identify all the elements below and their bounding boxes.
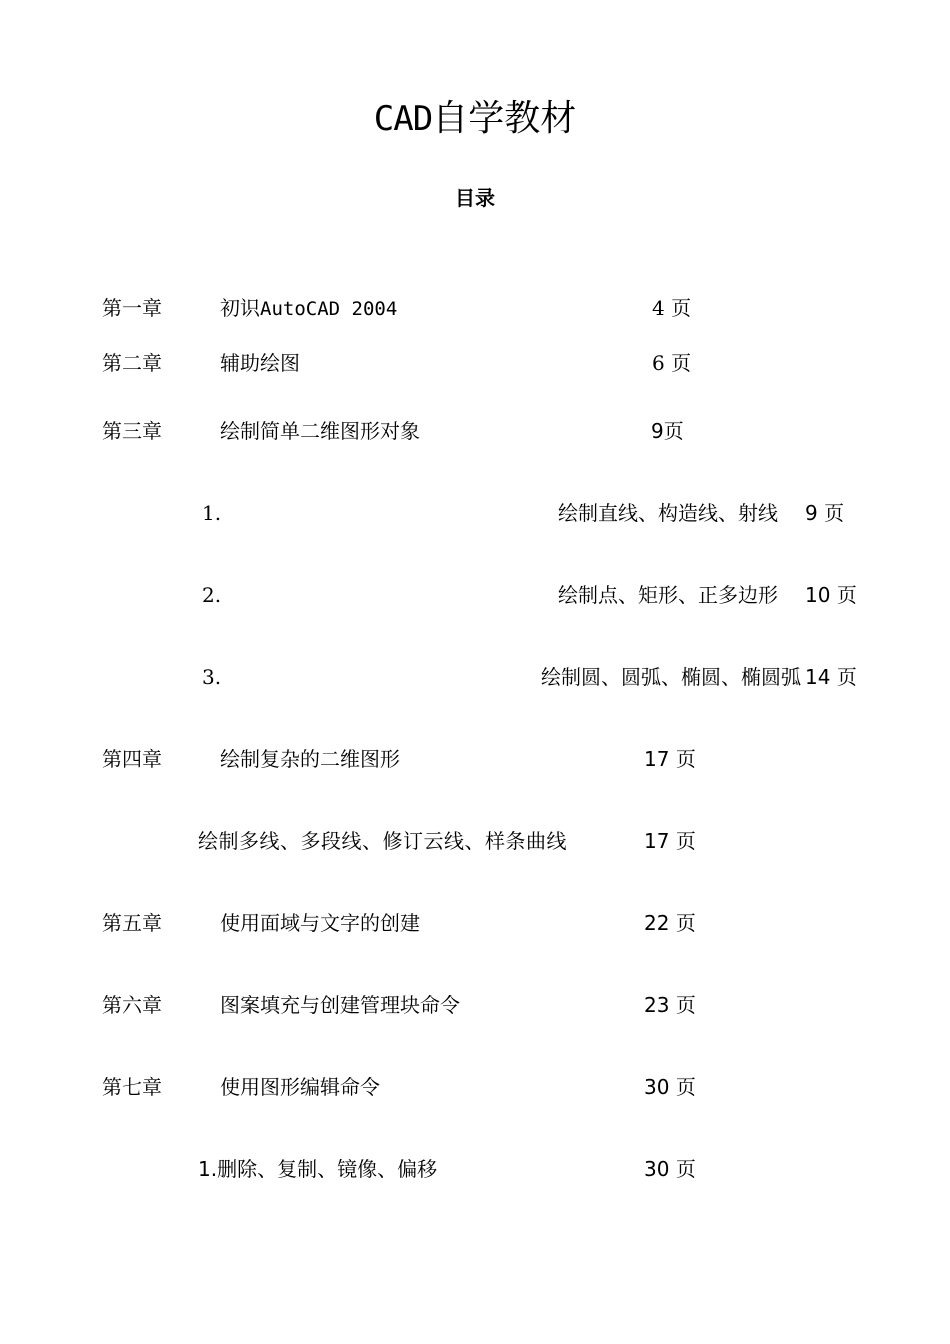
toc-entry-title-prefix: 初识 (220, 296, 260, 320)
toc-page-number: 9 (651, 419, 664, 443)
toc-page-unit: 页 (675, 829, 696, 853)
toc-page-number: 9 (805, 501, 818, 525)
toc-entry-title: 使用面域与文字的创建 (220, 911, 420, 935)
toc-entry-title-product: AutoCAD 2004 (260, 298, 398, 320)
toc-page-ref (652, 298, 691, 318)
toc-item-number: 1. (202, 501, 222, 525)
toc-entry-title: 图案填充与创建管理块命令 (220, 993, 460, 1017)
toc-entry-title: 绘制多线、多段线、修订云线、样条曲线 (198, 829, 567, 853)
toc-entry-title (198, 1159, 437, 1180)
toc-chapter-label: 第五章 (102, 911, 162, 935)
toc-page-number: 23 (644, 993, 670, 1017)
toc-page-ref (644, 913, 696, 933)
toc-entry-title: 绘制直线、构造线、射线 (558, 501, 778, 525)
toc-entry-title: 使用图形编辑命令 (220, 1075, 380, 1099)
toc-entry-title: 绘制复杂的二维图形 (220, 747, 400, 771)
toc-page-ref (644, 1077, 696, 1097)
title-latin: CAD (373, 99, 433, 139)
toc-page-unit: 页 (836, 583, 857, 607)
toc-page-ref (644, 749, 696, 769)
toc-page-number: 17 (644, 829, 670, 853)
toc-page-unit: 页 (671, 351, 692, 375)
toc-page-number: 6 (652, 351, 665, 375)
toc-item-number: 2. (202, 583, 222, 607)
toc-entry-title: 绘制圆、圆弧、椭圆、椭圆弧 (541, 665, 801, 689)
toc-entry-title: 辅助绘图 (220, 351, 300, 375)
toc-page-unit: 页 (824, 501, 845, 525)
toc-page-number: 4 (652, 296, 665, 320)
toc-chapter-label: 第七章 (102, 1075, 162, 1099)
toc-page-unit: 页 (675, 993, 696, 1017)
toc-page-ref (805, 585, 857, 605)
toc-page-ref (805, 503, 844, 523)
toc-page-ref (652, 353, 691, 373)
toc-page-unit: 页 (675, 911, 696, 935)
toc-entry-title: 绘制点、矩形、正多边形 (558, 583, 778, 607)
toc-page-ref (644, 831, 696, 851)
title-cjk: 自学教材 (432, 98, 577, 139)
toc-chapter-label: 第一章 (102, 296, 162, 320)
toc-page-unit: 页 (671, 296, 692, 320)
toc-chapter-label: 第二章 (102, 351, 162, 375)
toc-entry-title-text: 删除、复制、镜像、偏移 (217, 1157, 438, 1181)
toc-page-unit: 页 (675, 1157, 696, 1181)
toc-page-unit: 页 (836, 665, 857, 689)
toc-page-ref (644, 1159, 696, 1179)
toc-chapter-label: 第三章 (102, 419, 162, 443)
toc-page-unit: 页 (675, 1075, 696, 1099)
toc-entry-title: 绘制简单二维图形对象 (220, 419, 420, 443)
toc-page-number: 17 (644, 747, 670, 771)
toc-page-ref (805, 667, 857, 687)
toc-entry-title (220, 298, 397, 319)
toc-page-ref (651, 421, 684, 441)
toc-item-number: 3. (202, 665, 222, 689)
toc-page-unit: 页 (675, 747, 696, 771)
toc-page-number: 30 (644, 1075, 670, 1099)
toc-page-number: 22 (644, 911, 670, 935)
toc-chapter-label: 第四章 (102, 747, 162, 771)
toc-page-unit: 页 (663, 419, 684, 443)
toc-item-number: 1. (198, 1157, 218, 1181)
toc-page-number: 10 (805, 583, 831, 607)
document-title (0, 98, 950, 139)
toc-page-number: 14 (805, 665, 831, 689)
toc-page-number: 30 (644, 1157, 670, 1181)
toc-page-ref (644, 995, 696, 1015)
toc-chapter-label: 第六章 (102, 993, 162, 1017)
toc-heading: 目录 (455, 186, 495, 210)
